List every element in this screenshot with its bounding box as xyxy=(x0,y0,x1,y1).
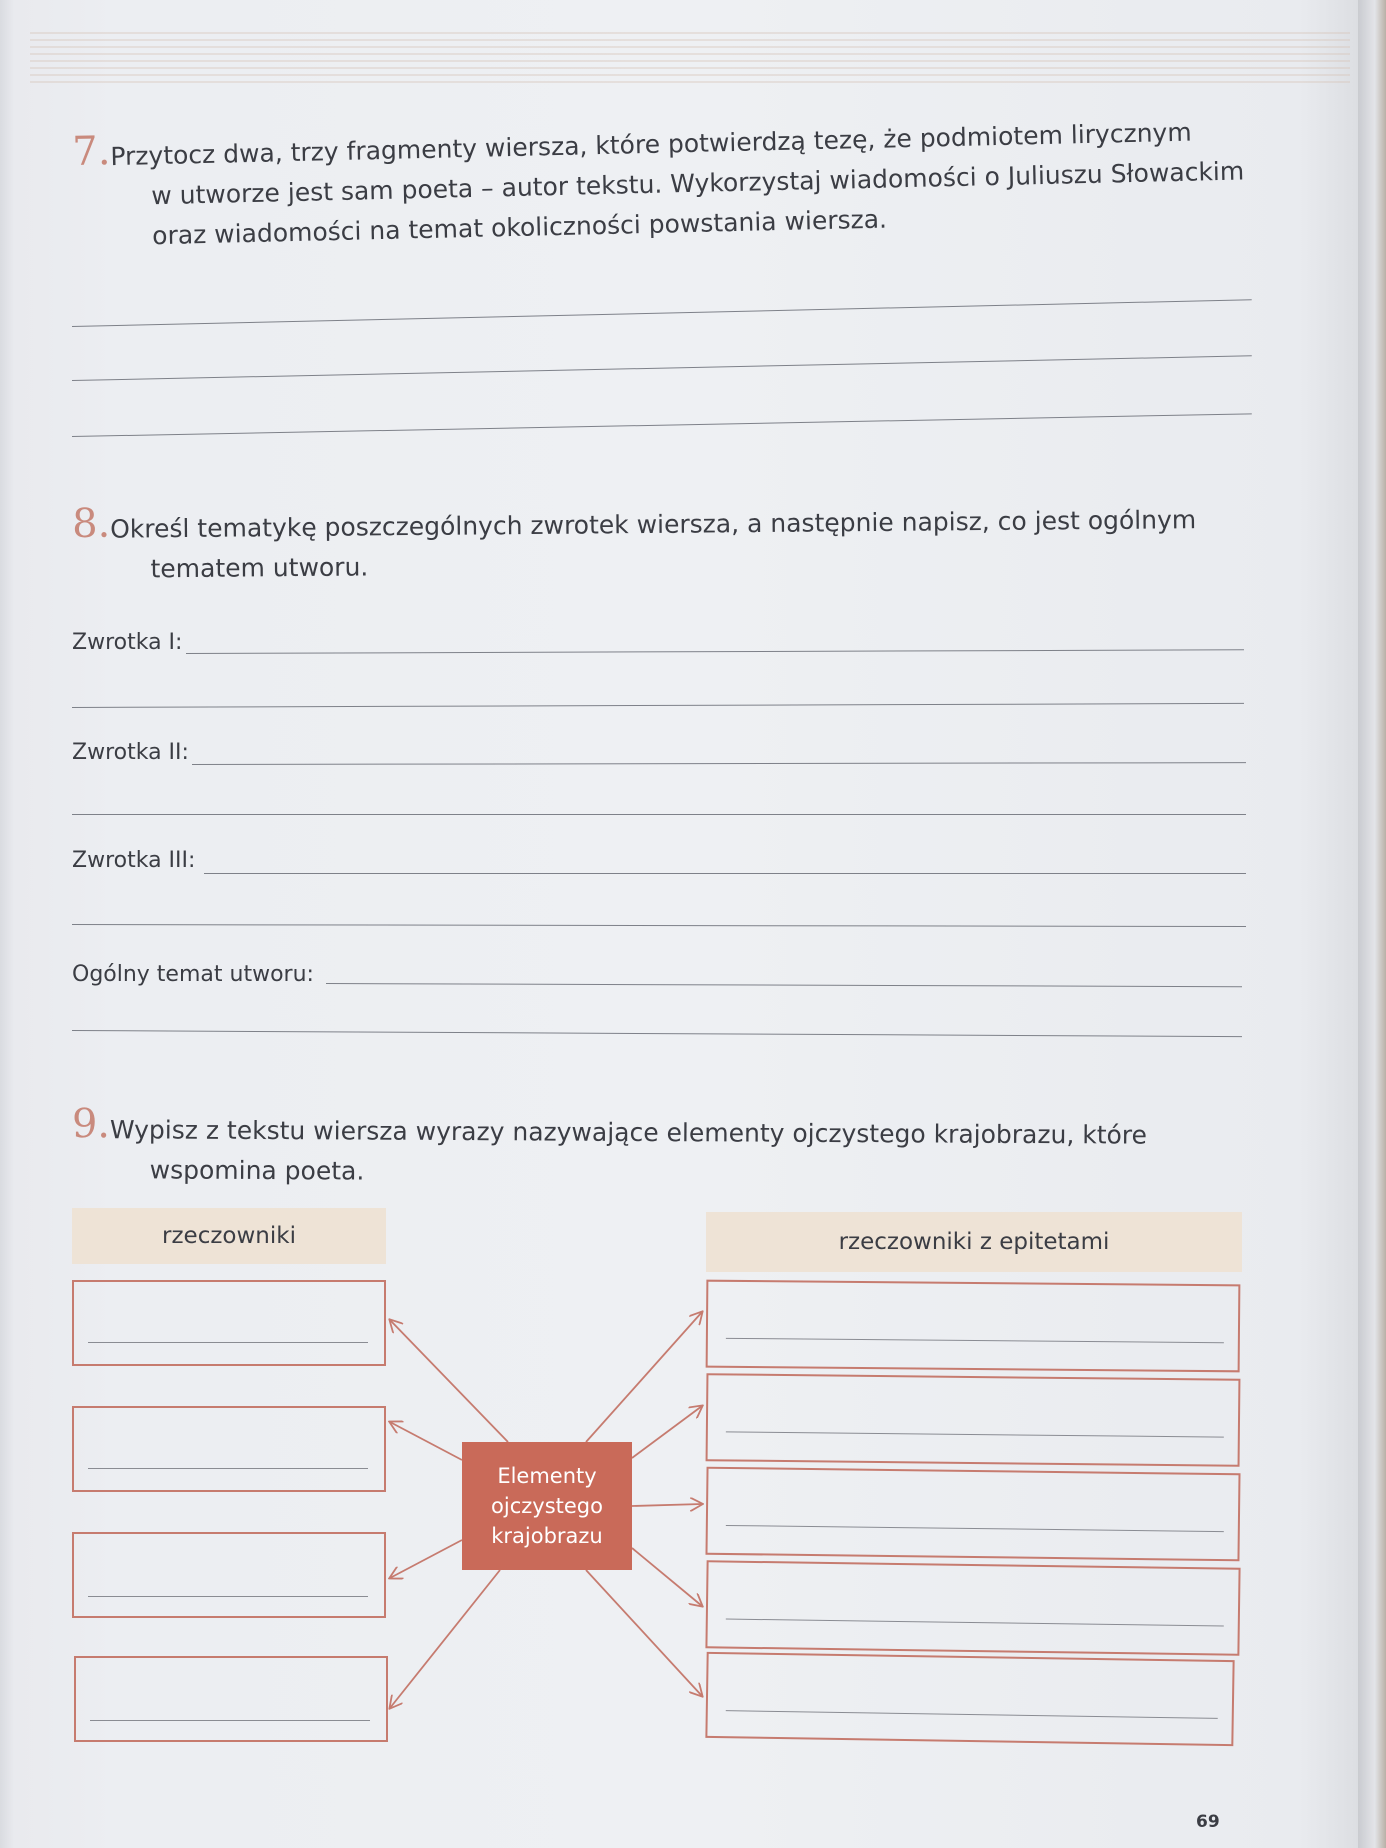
task-9-number: 9. xyxy=(71,1101,111,1148)
page-number: 69 xyxy=(1196,1812,1220,1832)
center-label-line1: Elementy xyxy=(497,1464,597,1488)
task-9-text-line2: wspomina poeta. xyxy=(149,1155,365,1186)
task-7-text-line3: oraz wiadomości na temat okoliczności powstania wiersza. xyxy=(151,204,888,251)
arrow-to-epithet-3 xyxy=(632,1504,702,1506)
arrow-to-noun-2 xyxy=(390,1422,462,1460)
arrow-to-noun-3 xyxy=(390,1540,462,1578)
general-theme-label: Ogólny temat utworu: xyxy=(72,962,314,987)
nouns-header-label: rzeczowniki xyxy=(162,1223,296,1249)
arrow-to-noun-4 xyxy=(390,1570,500,1708)
task-9-text-line1: Wypisz z tekstu wiersza wyrazy nazywające elementy ojczystego krajobrazu, które xyxy=(109,1115,1148,1150)
landscape-elements-center-box xyxy=(462,1442,632,1570)
arrow-to-epithet-4 xyxy=(632,1548,702,1606)
stanza-1-label: Zwrotka I: xyxy=(72,630,183,655)
center-label-line3: krajobrazu xyxy=(491,1524,603,1548)
task-8-text-line1: Określ tematykę poszczególnych zwrotek wiersza, a następnie napisz, co jest ogólnym xyxy=(110,505,1197,544)
arrow-to-epithet-2 xyxy=(632,1406,702,1458)
arrow-to-epithet-1 xyxy=(586,1312,702,1442)
task-7-text-line2: w utworze jest sam poeta – autor tekstu. Wykorzystaj wiadomości o Juliuszu Słowackim xyxy=(151,156,1245,211)
task-7-number: 7. xyxy=(71,128,112,175)
arrow-to-epithet-5 xyxy=(586,1570,702,1696)
stanza-3-label: Zwrotka III: xyxy=(72,848,196,873)
stanza-2-label: Zwrotka II: xyxy=(72,740,189,765)
task-8-number: 8. xyxy=(71,500,111,547)
arrow-to-noun-1 xyxy=(390,1320,508,1442)
task-8-text-line2: tematem utworu. xyxy=(150,552,369,584)
nouns-with-epithets-header-label: rzeczowniki z epitetami xyxy=(838,1229,1110,1255)
center-label-line2: ojczystego xyxy=(491,1494,603,1518)
task-7-text-line1: Przytocz dwa, trzy fragmenty wiersza, które potwierdzą tezę, że podmiotem lirycznym xyxy=(110,117,1192,172)
